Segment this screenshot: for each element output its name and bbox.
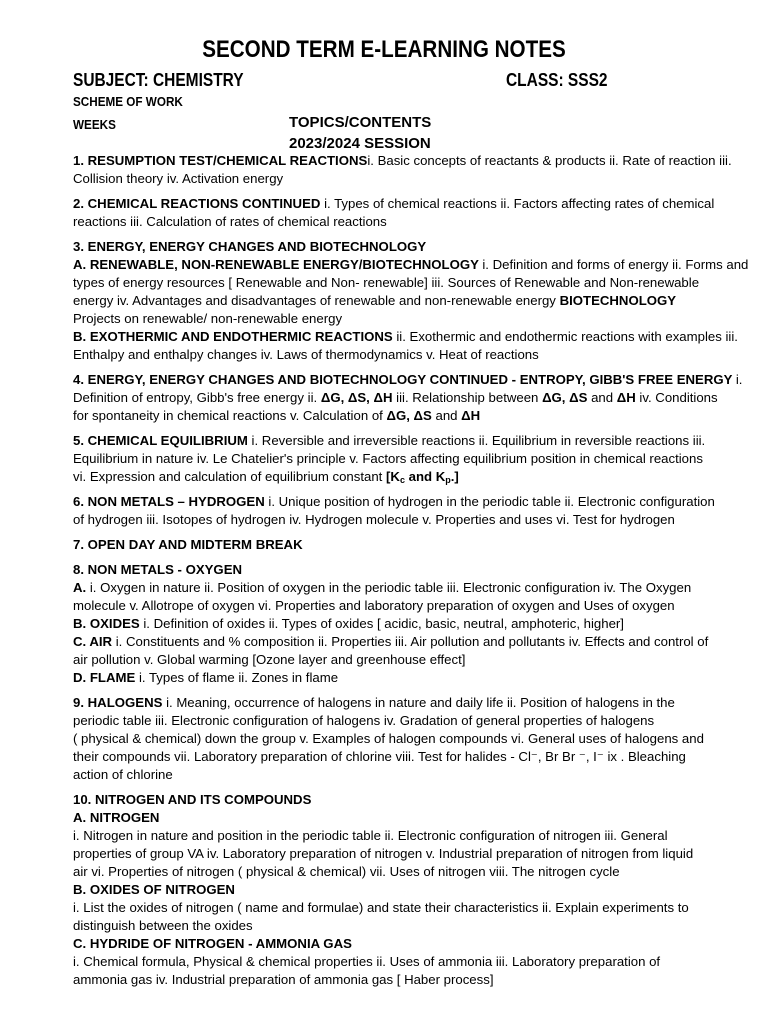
text-segment: i. Reversible and irreversible reactions ii. Equilibrium in reversible reactions iii. — [251, 433, 706, 448]
text-segment: B. EXOTHERMIC AND ENDOTHERMIC REACTIONS — [73, 329, 397, 344]
text-segment: i. Basic concepts of reactants & products ii. Rate of reaction iii. — [367, 153, 732, 168]
topic-line — [73, 597, 765, 615]
topic-line — [73, 669, 765, 687]
text-segment: action of chlorine — [73, 767, 173, 782]
text-segment: i. Oxygen in nature ii. Position of oxygen in the periodic table iii. Electronic configuration iv. The Oxygen — [89, 580, 692, 595]
text-segment: air vi. Properties of nitrogen ( physical & chemical) vii. Uses of nitrogen viii. The nitrogen cycle — [73, 864, 620, 879]
topic-line — [73, 791, 765, 809]
topic-line — [73, 493, 765, 511]
text-segment: for spontaneity in chemical reactions v. Calculation of — [73, 408, 387, 423]
text-segment: ΔG, ΔS — [542, 390, 588, 405]
text-segment: Enthalpy and enthalpy changes iv. Laws of thermodynamics v. Heat of reactions — [73, 347, 539, 362]
text-segment: and K — [404, 469, 446, 484]
topic-line — [73, 371, 765, 389]
text-segment: properties of group VA iv. Laboratory preparation of nitrogen v. Industrial preparation of nitrogen from liquid — [73, 846, 694, 861]
document-title: SECOND TERM E-LEARNING NOTES — [202, 36, 566, 63]
topic-line — [73, 633, 765, 651]
subject-label: SUBJECT: CHEMISTRY — [73, 70, 244, 90]
topic-line — [73, 274, 765, 292]
topic-line — [73, 536, 765, 554]
topic-line — [73, 579, 765, 597]
text-segment: Definition of entropy, Gibb's free energy ii. — [73, 390, 321, 405]
topic-line — [73, 468, 765, 486]
text-segment: ΔG, ΔS — [386, 408, 432, 423]
text-segment: i. Nitrogen in nature and position in the periodic table ii. Electronic configuration of nitrogen iii. General — [73, 828, 668, 843]
text-segment: 4. ENERGY, ENERGY CHANGES AND BIOTECHNOLOGY CONTINUED - ENTROPY, GIBB'S FREE ENERGY — [73, 372, 736, 387]
text-segment: i. Constituents and % composition ii. Properties iii. Air pollution and pollutants iv. Effects and control of — [115, 634, 709, 649]
text-segment: i. Types of flame ii. Zones in flame — [138, 670, 339, 685]
topic-line — [73, 450, 765, 468]
text-segment: reactions iii. Calculation of rates of chemical reactions — [73, 214, 387, 229]
session-label: 2023/2024 SESSION — [289, 135, 431, 152]
topic-line — [73, 881, 765, 899]
text-segment: Equilibrium in nature iv. Le Chatelier's principle v. Factors affecting equilibrium position in chemical reactions — [73, 451, 703, 466]
topic-line — [73, 845, 765, 863]
text-segment: vi. Expression and calculation of equilibrium constant — [73, 469, 387, 484]
topic-line — [73, 712, 765, 730]
text-segment: 5. CHEMICAL EQUILIBRIUM — [73, 433, 252, 448]
text-segment: distinguish between the oxides — [73, 918, 253, 933]
topic-section — [73, 536, 765, 554]
text-segment: Collision theory iv. Activation energy — [73, 171, 284, 186]
topic-line — [73, 561, 765, 579]
text-segment: 2. CHEMICAL REACTIONS CONTINUED — [73, 196, 325, 211]
topic-line — [73, 213, 765, 231]
text-segment: B. OXIDES — [73, 616, 144, 631]
text-segment: energy iv. Advantages and disadvantages of renewable and non-renewable energy — [73, 293, 560, 308]
scheme-label: SCHEME OF WORK — [73, 94, 183, 109]
text-segment: i. — [735, 372, 743, 387]
text-segment: i. Unique position of hydrogen in the periodic table ii. Electronic configuration — [268, 494, 715, 509]
topic-line — [73, 809, 765, 827]
text-segment: 6. NON METALS – HYDROGEN — [73, 494, 269, 509]
text-segment: B. OXIDES OF NITROGEN — [73, 882, 235, 897]
text-segment: ΔH — [461, 408, 481, 423]
topic-line — [73, 511, 765, 529]
topic-line — [73, 935, 765, 953]
text-segment: p — [445, 475, 451, 485]
topic-line — [73, 651, 765, 669]
topic-section — [73, 694, 765, 784]
text-segment: .] — [450, 469, 459, 484]
text-segment: [K — [386, 469, 400, 484]
topic-section — [73, 493, 765, 529]
topic-line — [73, 407, 765, 425]
text-segment: and — [587, 390, 617, 405]
topic-section — [73, 195, 765, 231]
topic-line — [73, 389, 765, 407]
topic-section — [73, 791, 765, 989]
class-label: CLASS: SSS2 — [506, 70, 608, 90]
topic-line — [73, 432, 765, 450]
text-segment: A. NITROGEN — [73, 810, 160, 825]
text-segment: ΔH — [616, 390, 636, 405]
text-segment: 8. NON METALS - OXYGEN — [73, 562, 243, 577]
text-segment: air pollution v. Global warming [Ozone layer and greenhouse effect] — [73, 652, 466, 667]
topic-section — [73, 152, 765, 188]
topic-line — [73, 256, 765, 274]
text-segment: A. — [73, 580, 90, 595]
text-segment: C. AIR — [73, 634, 116, 649]
topic-section — [73, 432, 765, 486]
topic-line — [73, 917, 765, 935]
topic-line — [73, 863, 765, 881]
text-segment: 7. OPEN DAY AND MIDTERM BREAK — [73, 537, 303, 552]
topic-line — [73, 953, 765, 971]
topic-line — [73, 748, 765, 766]
text-segment: BIOTECHNOLOGY — [559, 293, 677, 308]
topic-line — [73, 195, 765, 213]
text-segment: of hydrogen iii. Isotopes of hydrogen iv. Hydrogen molecule v. Properties and uses vi. Test for hydrogen — [73, 512, 675, 527]
text-segment: i. Definition and forms of energy ii. Forms and — [482, 257, 749, 272]
text-segment: types of energy resources [ Renewable and Non- renewable] iii. Sources of Renewable and Non-renewable — [73, 275, 700, 290]
text-segment: 3. ENERGY, ENERGY CHANGES AND BIOTECHNOLOGY — [73, 239, 427, 254]
topic-line — [73, 730, 765, 748]
text-segment: i. Definition of oxides ii. Types of oxides [ acidic, basic, neutral, amphoteric, higher] — [143, 616, 624, 631]
text-segment: i. Types of chemical reactions ii. Factors affecting rates of chemical — [324, 196, 715, 211]
text-segment: iv. Conditions — [635, 390, 718, 405]
topic-line — [73, 615, 765, 633]
text-segment: 9. HALOGENS — [73, 695, 167, 710]
text-segment: 10. NITROGEN AND ITS COMPOUNDS — [73, 792, 312, 807]
topic-line — [73, 766, 765, 784]
topic-line — [73, 292, 765, 310]
topics-heading: TOPICS/CONTENTS — [289, 114, 432, 131]
text-segment: ΔG, ΔS, ΔH — [320, 390, 393, 405]
text-segment: iii. Relationship between — [392, 390, 543, 405]
text-segment: 1. RESUMPTION TEST/CHEMICAL REACTIONS — [73, 153, 368, 168]
text-segment: A. RENEWABLE, NON-RENEWABLE ENERGY/BIOTECHNOLOGY — [73, 257, 483, 272]
topics-list — [73, 152, 765, 996]
text-segment: D. FLAME — [73, 670, 139, 685]
topic-line — [73, 328, 765, 346]
topic-section — [73, 238, 765, 364]
topic-line — [73, 170, 765, 188]
text-segment: their compounds vii. Laboratory preparation of chlorine viii. Test for halides - Cl⁻, Br Br ⁻, I⁻ ix . Bleaching — [73, 749, 686, 764]
text-segment: ammonia gas iv. Industrial preparation of ammonia gas [ Haber process] — [73, 972, 494, 987]
text-segment: Projects on renewable/ non-renewable energy — [73, 311, 343, 326]
topic-section — [73, 561, 765, 687]
text-segment: periodic table iii. Electronic configuration of halogens iv. Gradation of general properties of halogens — [73, 713, 655, 728]
topic-line — [73, 971, 765, 989]
text-segment: molecule v. Allotrope of oxygen vi. Properties and laboratory preparation of oxygen and Uses of oxygen — [73, 598, 675, 613]
text-segment: i. Meaning, occurrence of halogens in nature and daily life ii. Position of halogens in the — [166, 695, 675, 710]
topic-line — [73, 152, 765, 170]
topic-line — [73, 310, 765, 328]
text-segment: and — [431, 408, 462, 423]
topic-line — [73, 899, 765, 917]
text-segment: c — [399, 475, 405, 485]
topic-line — [73, 238, 765, 256]
topic-line — [73, 827, 765, 845]
text-segment: i. Chemical formula, Physical & chemical properties ii. Uses of ammonia iii. Laboratory preparation of — [73, 954, 661, 969]
text-segment: ii. Exothermic and endothermic reactions with examples iii. — [396, 329, 738, 344]
text-segment: i. List the oxides of nitrogen ( name and formulae) and state their characteristics ii. Explain experiments to — [73, 900, 689, 915]
topic-section — [73, 371, 765, 425]
topic-line — [73, 694, 765, 712]
text-segment: ( physical & chemical) down the group v. Examples of halogen compounds vi. General uses of halogens and — [73, 731, 704, 746]
text-segment: C. HYDRIDE OF NITROGEN - AMMONIA GAS — [73, 936, 352, 951]
weeks-label: WEEKS — [73, 117, 116, 132]
topic-line — [73, 346, 765, 364]
